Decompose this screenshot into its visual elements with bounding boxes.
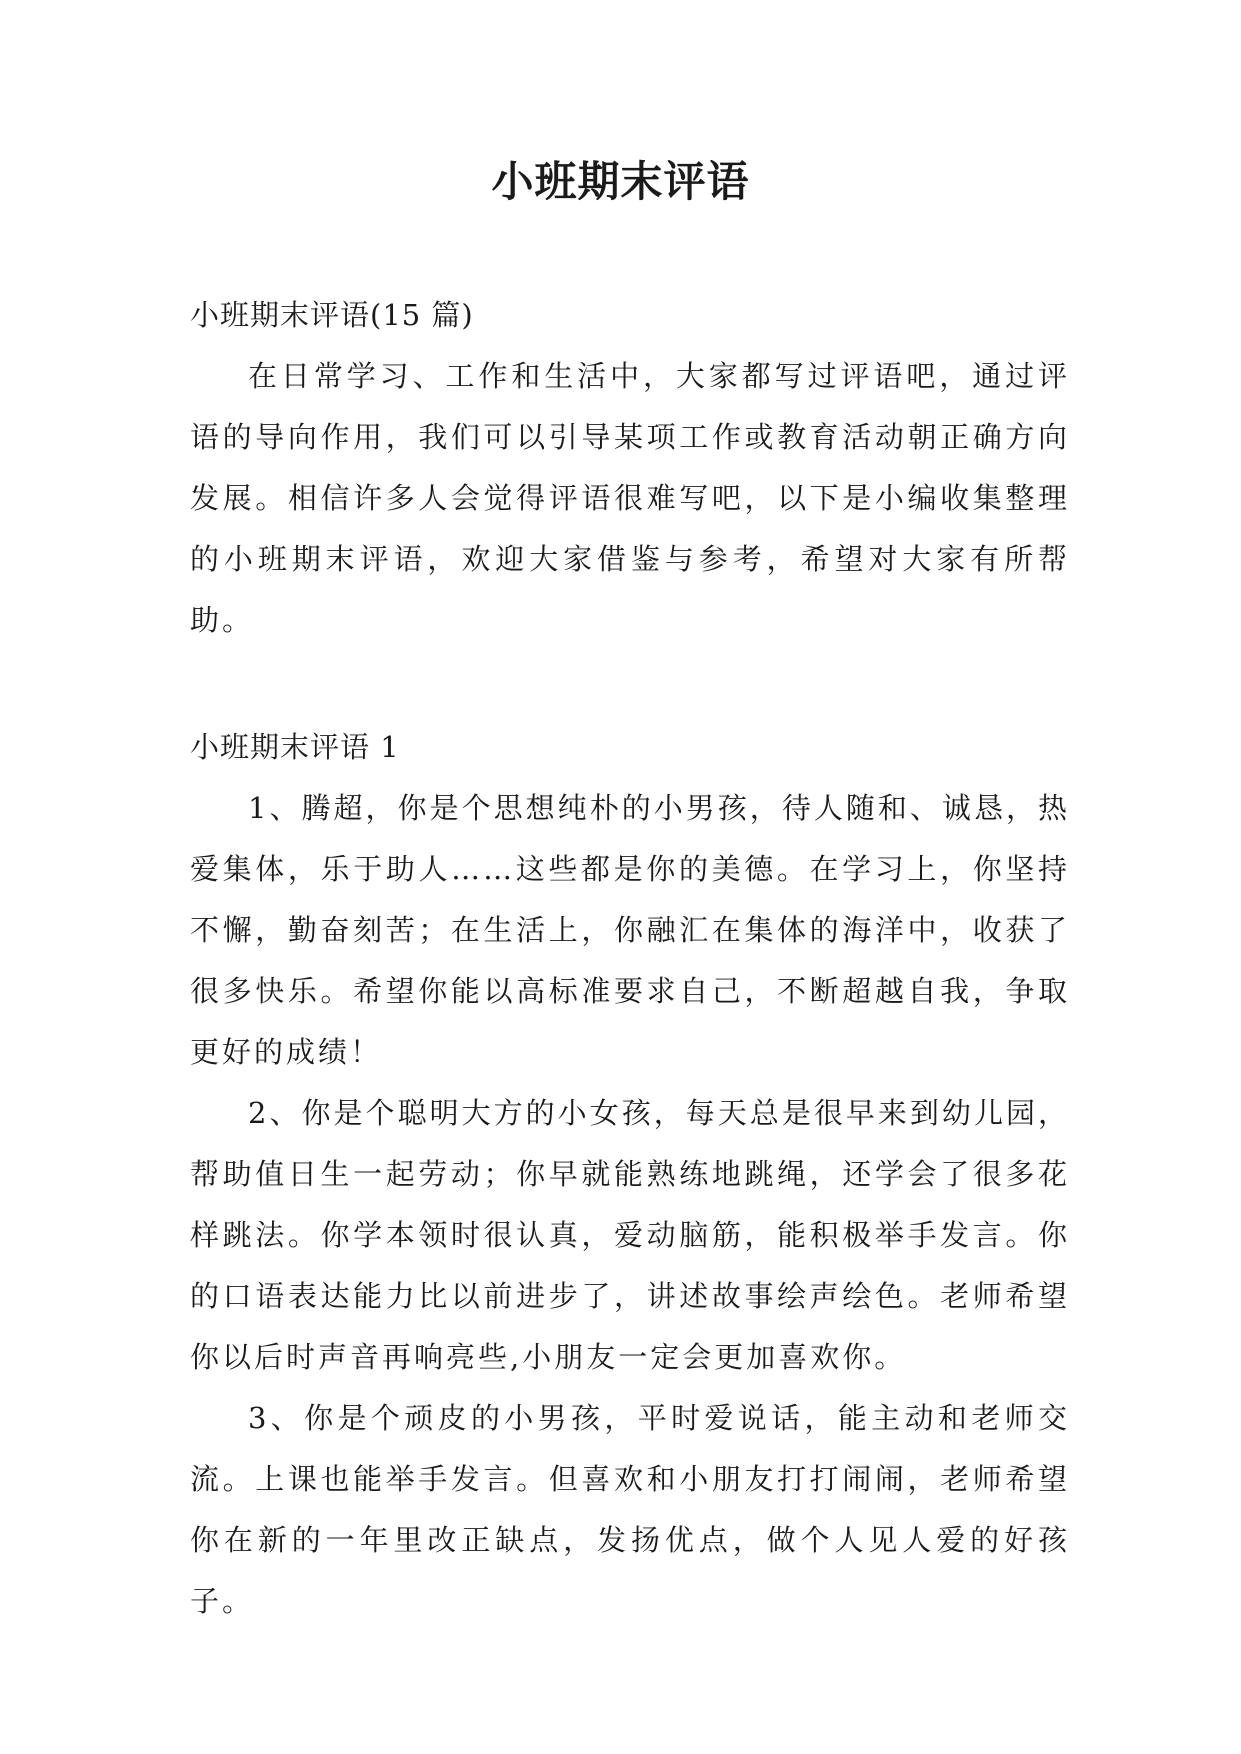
document-subtitle: 小班期末评语(15 篇)	[190, 298, 474, 332]
comment-paragraph-3: 3、你是个顽皮的小男孩，平时爱说话，能主动和老师交流。上课也能举手发言。但喜欢和小朋友打打闹闹，老师希望你在新的一年里改正缺点，发扬优点，做个人见人爱的好孩子。	[190, 1401, 1070, 1618]
intro-paragraph: 在日常学习、工作和生活中，大家都写过评语吧，通过评语的导向作用，我们可以引导某项工作或教育活动朝正确方向发展。相信许多人会觉得评语很难写吧，以下是小编收集整理的小班期末评语，欢迎大家借鉴与参考，希望对大家有所帮助。	[190, 359, 1070, 637]
comment-paragraph-2: 2、你是个聪明大方的小女孩，每天总是很早来到幼儿园，帮助值日生一起劳动；你早就能熟练地跳绳，还学会了很多花样跳法。你学本领时很认真，爱动脑筋，能积极举手发言。你的口语表达能力比以前进步了，讲述故事绘声绘色。老师希望你以后时声音再响亮些,小朋友一定会更加喜欢你。	[190, 1096, 1070, 1374]
section-heading: 小班期末评语 1	[190, 730, 400, 764]
document-title: 小班期末评语	[491, 157, 750, 206]
document-body	[190, 285, 1070, 1632]
section-spacer	[190, 651, 1070, 717]
comment-paragraph-1: 1、腾超，你是个思想纯朴的小男孩，待人随和、诚恳，热爱集体，乐于助人……这些都是你的美德。在学习上，你坚持不懈，勤奋刻苦；在生活上，你融汇在集体的海洋中，收获了很多快乐。希望你能以高标准要求自己，不断超越自我，争取更好的成绩！	[190, 791, 1070, 1069]
